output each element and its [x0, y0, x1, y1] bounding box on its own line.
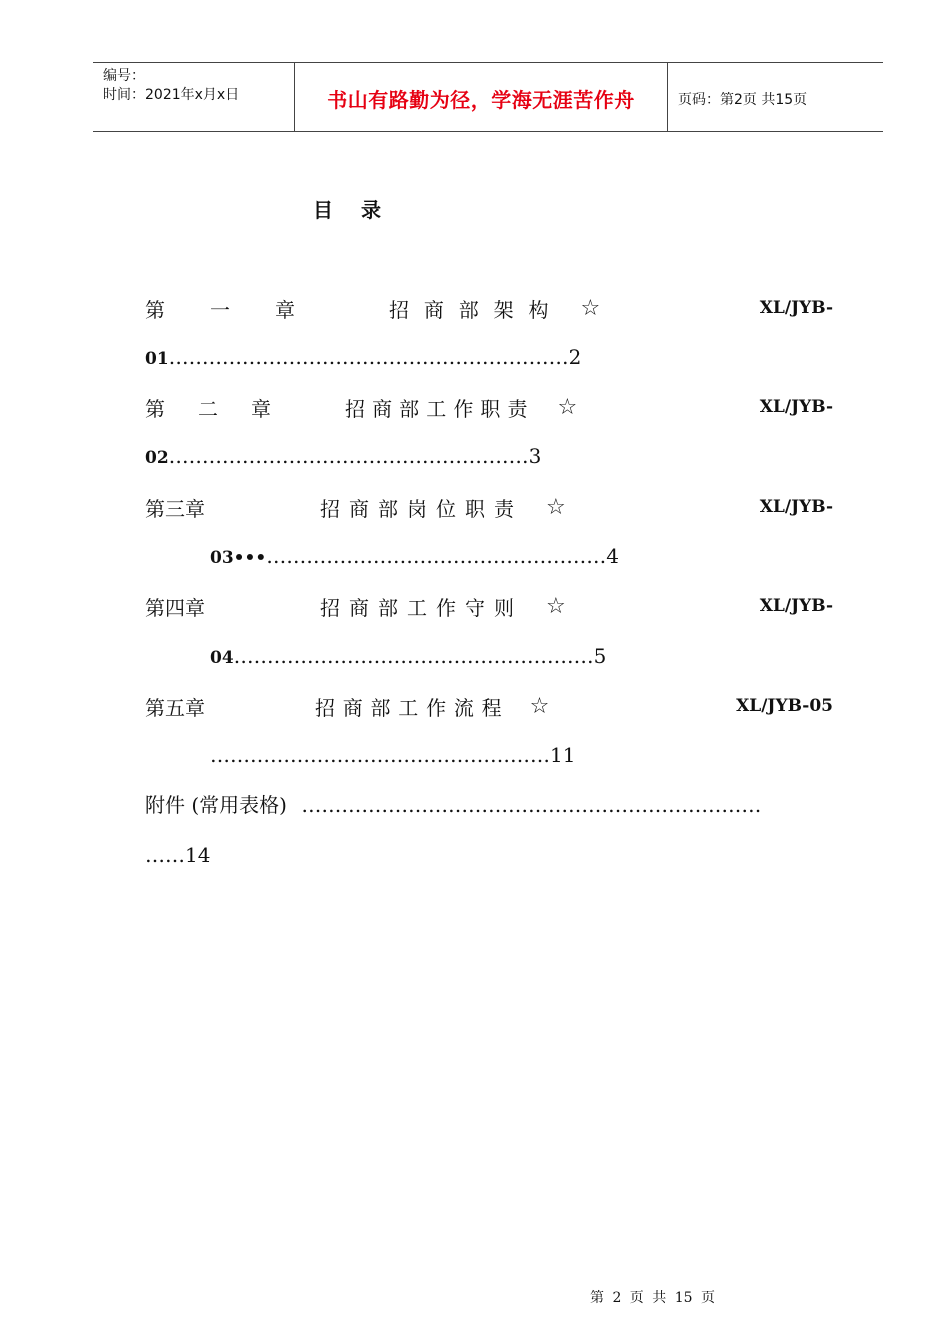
page-header — [93, 62, 883, 132]
title-char: 位 — [436, 496, 456, 521]
toc-code-cont: 02 — [145, 448, 169, 468]
title-char: 商 — [372, 396, 393, 421]
toc-leader-3 — [210, 541, 619, 571]
title-char: 部 — [458, 297, 479, 322]
toc-code-cont: 04 — [210, 648, 234, 668]
star-icon: ☆ — [546, 494, 566, 520]
dot-leader: …………………………………………………………… — [301, 793, 762, 817]
chapter-char: 章 — [251, 396, 271, 421]
toc-leader-5 — [210, 740, 575, 770]
title-char: 职 — [480, 396, 501, 421]
chapter-char: 第 — [145, 297, 165, 322]
page-title: 目录 — [313, 198, 409, 222]
toc-page-number: 3 — [528, 444, 542, 468]
chapter-char: 二 — [198, 396, 218, 421]
toc-code: XL/JYB- — [759, 298, 834, 318]
time-label: 时间：2021年x月x日 — [103, 87, 240, 103]
title-char: 构 — [528, 297, 549, 322]
star-icon: ☆ — [546, 593, 566, 619]
page-footer: 第 2 页 共 15 页 — [590, 1290, 715, 1306]
title-char: 守 — [465, 595, 485, 620]
title-char: 作 — [426, 695, 447, 720]
title-char: 部 — [370, 695, 391, 720]
toc-leader-6 — [145, 840, 210, 870]
dot-leader: …………………………………………… — [210, 743, 550, 767]
toc-entry-6[interactable] — [145, 790, 761, 820]
chapter-char: 第 — [145, 396, 165, 421]
toc-code: XL/JYB- — [759, 596, 834, 616]
title-char: 商 — [349, 496, 369, 521]
toc-chapter: 第五章 — [145, 695, 205, 720]
title-char: 部 — [378, 595, 398, 620]
header-motto-cell — [295, 63, 668, 131]
header-info-cell — [93, 63, 295, 131]
title-char: 架 — [493, 297, 514, 322]
toc-code: XL/JYB- — [759, 497, 834, 517]
toc-title — [345, 393, 528, 422]
title-char: 招 — [389, 297, 409, 322]
title-char: 流 — [453, 695, 474, 720]
title-char: 作 — [453, 396, 474, 421]
number-label: 编号： — [103, 68, 145, 84]
title-char: 商 — [342, 695, 363, 720]
toc-chapter — [145, 294, 295, 323]
star-icon: ☆ — [580, 295, 601, 321]
toc-page-number: 5 — [593, 644, 607, 668]
title-char: 工 — [426, 396, 447, 421]
toc-chapter: 第三章 — [145, 496, 205, 521]
toc-entry-4[interactable] — [145, 591, 833, 621]
toc-chapter: 附件 (常用表格) — [145, 793, 287, 817]
title-char: 部 — [399, 396, 420, 421]
title-char: 招 — [315, 695, 335, 720]
toc-leader-2 — [145, 441, 541, 471]
title-char: 招 — [320, 595, 340, 620]
toc-code-cont: 03••• — [210, 548, 267, 568]
toc-code: XL/JYB-05 — [736, 696, 834, 716]
toc-code: XL/JYB- — [759, 397, 834, 417]
title-char: 招 — [320, 496, 340, 521]
star-icon: ☆ — [557, 394, 578, 420]
toc-chapter — [145, 393, 271, 422]
toc-title — [320, 592, 514, 621]
title-char: 程 — [481, 695, 502, 720]
toc-page-number: 11 — [550, 743, 576, 767]
title-char: 责 — [494, 496, 514, 521]
header-page-cell — [668, 63, 883, 131]
dot-leader: …………………………………………………… — [168, 345, 569, 369]
toc-code-cont: 01 — [145, 349, 169, 369]
toc-leader-1 — [145, 342, 581, 372]
dot-leader: …… — [145, 843, 185, 867]
title-char: 招 — [345, 396, 365, 421]
title-char: 商 — [423, 297, 444, 322]
title-char: 责 — [507, 396, 528, 421]
toc-title — [315, 692, 502, 721]
title-char: 则 — [494, 595, 514, 620]
toc-page-number: 14 — [185, 843, 211, 867]
title-char: 作 — [436, 595, 456, 620]
toc-title — [320, 493, 514, 522]
dot-leader: ……………………………………………… — [233, 644, 594, 668]
chapter-char: 章 — [275, 297, 295, 322]
toc-chapter: 第四章 — [145, 595, 205, 620]
dot-leader: …………………………………………… — [266, 544, 607, 568]
toc-leader-4 — [210, 641, 606, 671]
toc-entry-1[interactable] — [145, 293, 833, 323]
title-char: 部 — [378, 496, 398, 521]
star-icon: ☆ — [529, 693, 550, 719]
title-char: 商 — [349, 595, 369, 620]
toc-title — [389, 294, 549, 323]
toc-page-number: 2 — [568, 345, 582, 369]
dot-leader: ……………………………………………… — [168, 444, 529, 468]
toc-entry-5[interactable] — [145, 691, 833, 721]
page-number-label: 页码：第2页 共15页 — [678, 92, 808, 108]
title-char: 工 — [407, 595, 427, 620]
motto-text: 书山有路勤为径，学海无涯苦作舟 — [327, 88, 635, 112]
title-char: 岗 — [407, 496, 427, 521]
toc-entry-3[interactable] — [145, 492, 833, 522]
title-char: 职 — [465, 496, 485, 521]
title-char: 工 — [398, 695, 419, 720]
toc-entry-2[interactable] — [145, 392, 833, 422]
chapter-char: 一 — [210, 297, 230, 322]
toc-page-number: 4 — [606, 544, 619, 568]
